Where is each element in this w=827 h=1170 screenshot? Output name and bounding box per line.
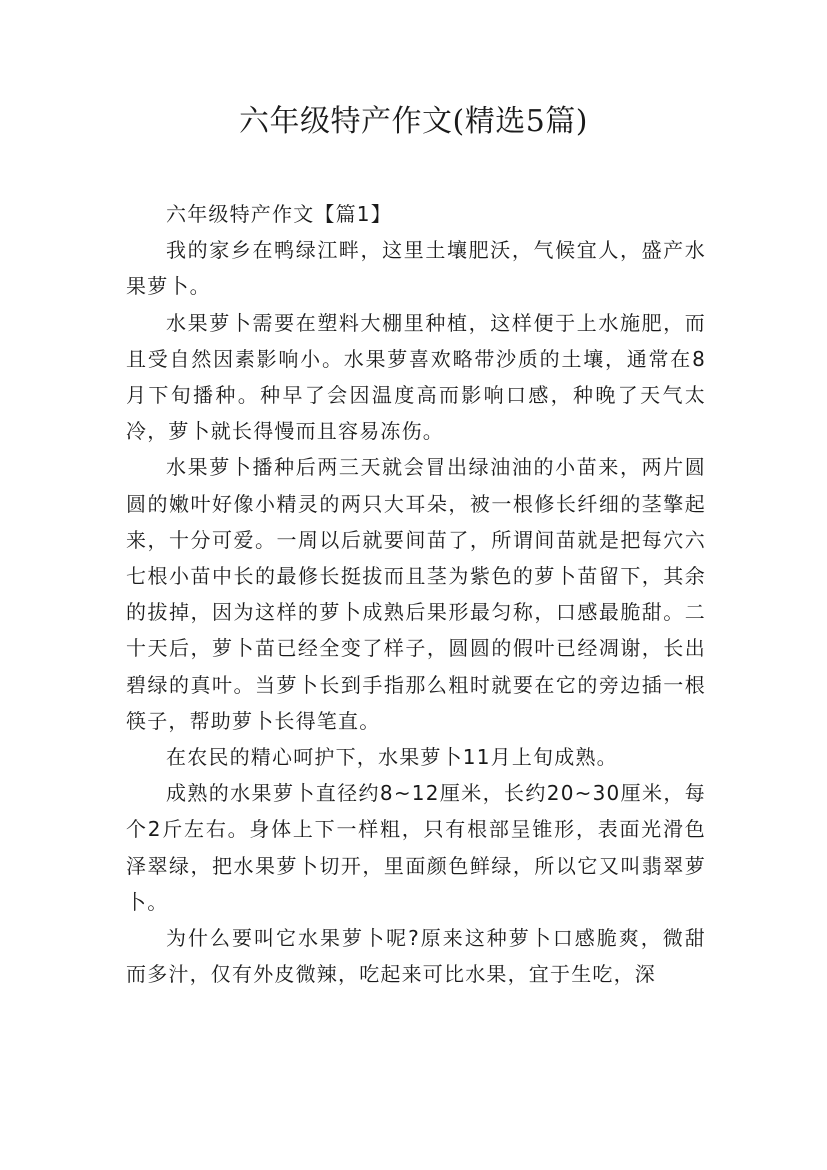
- paragraph: 成熟的水果萝卜直径约8~12厘米，长约20~30厘米，每个2斤左右。身体上下一样粗，只有根部呈锥形，表面光滑色泽翠绿，把水果萝卜切开，里面颜色鲜绿，所以它又叫翡翠萝卜。: [126, 781, 706, 914]
- paragraph: 为什么要叫它水果萝卜呢?原来这种萝卜口感脆爽，微甜而多汁，仅有外皮微辣，吃起来可比水果，宜于生吃，深: [126, 926, 706, 987]
- paragraph: 在农民的精心呵护下，水果萝卜11月上旬成熟。: [166, 745, 618, 770]
- document-body: [126, 196, 706, 992]
- paragraph: 水果萝卜需要在塑料大棚里种植，这样便于上水施肥，而且受自然因素影响小。水果萝喜欢略带沙质的土壤，通常在8月下旬播种。种早了会因温度高而影响口感，种晚了天气太冷，萝卜就长得慢而且容易冻伤。: [126, 310, 706, 444]
- paragraph: 我的家乡在鸭绿江畔，这里土壤肥沃，气候宜人，盛产水果萝卜。: [126, 238, 706, 299]
- paragraph: 水果萝卜播种后两三天就会冒出绿油油的小苗来，两片圆圆的嫩叶好像小精灵的两只大耳朵，被一根修长纤细的茎擎起来，十分可爱。一周以后就要间苗了，所谓间苗就是把每穴六七根小苗中长的最修长挺拔而且茎为紫色的萝卜苗留下，其余的拔掉，因为这样的萝卜成熟后果形最匀称，口感最脆甜。二十天后，萝卜苗已经全变了样子，圆圆的假叶已经凋谢，长出碧绿的真叶。当萝卜长到手指那么粗时就要在它的旁边插一根筷子，帮助萝卜长得笔直。: [126, 455, 706, 733]
- document-title: 六年级特产作文(精选5篇): [239, 104, 588, 139]
- section-heading: 六年级特产作文【篇1】: [166, 202, 392, 226]
